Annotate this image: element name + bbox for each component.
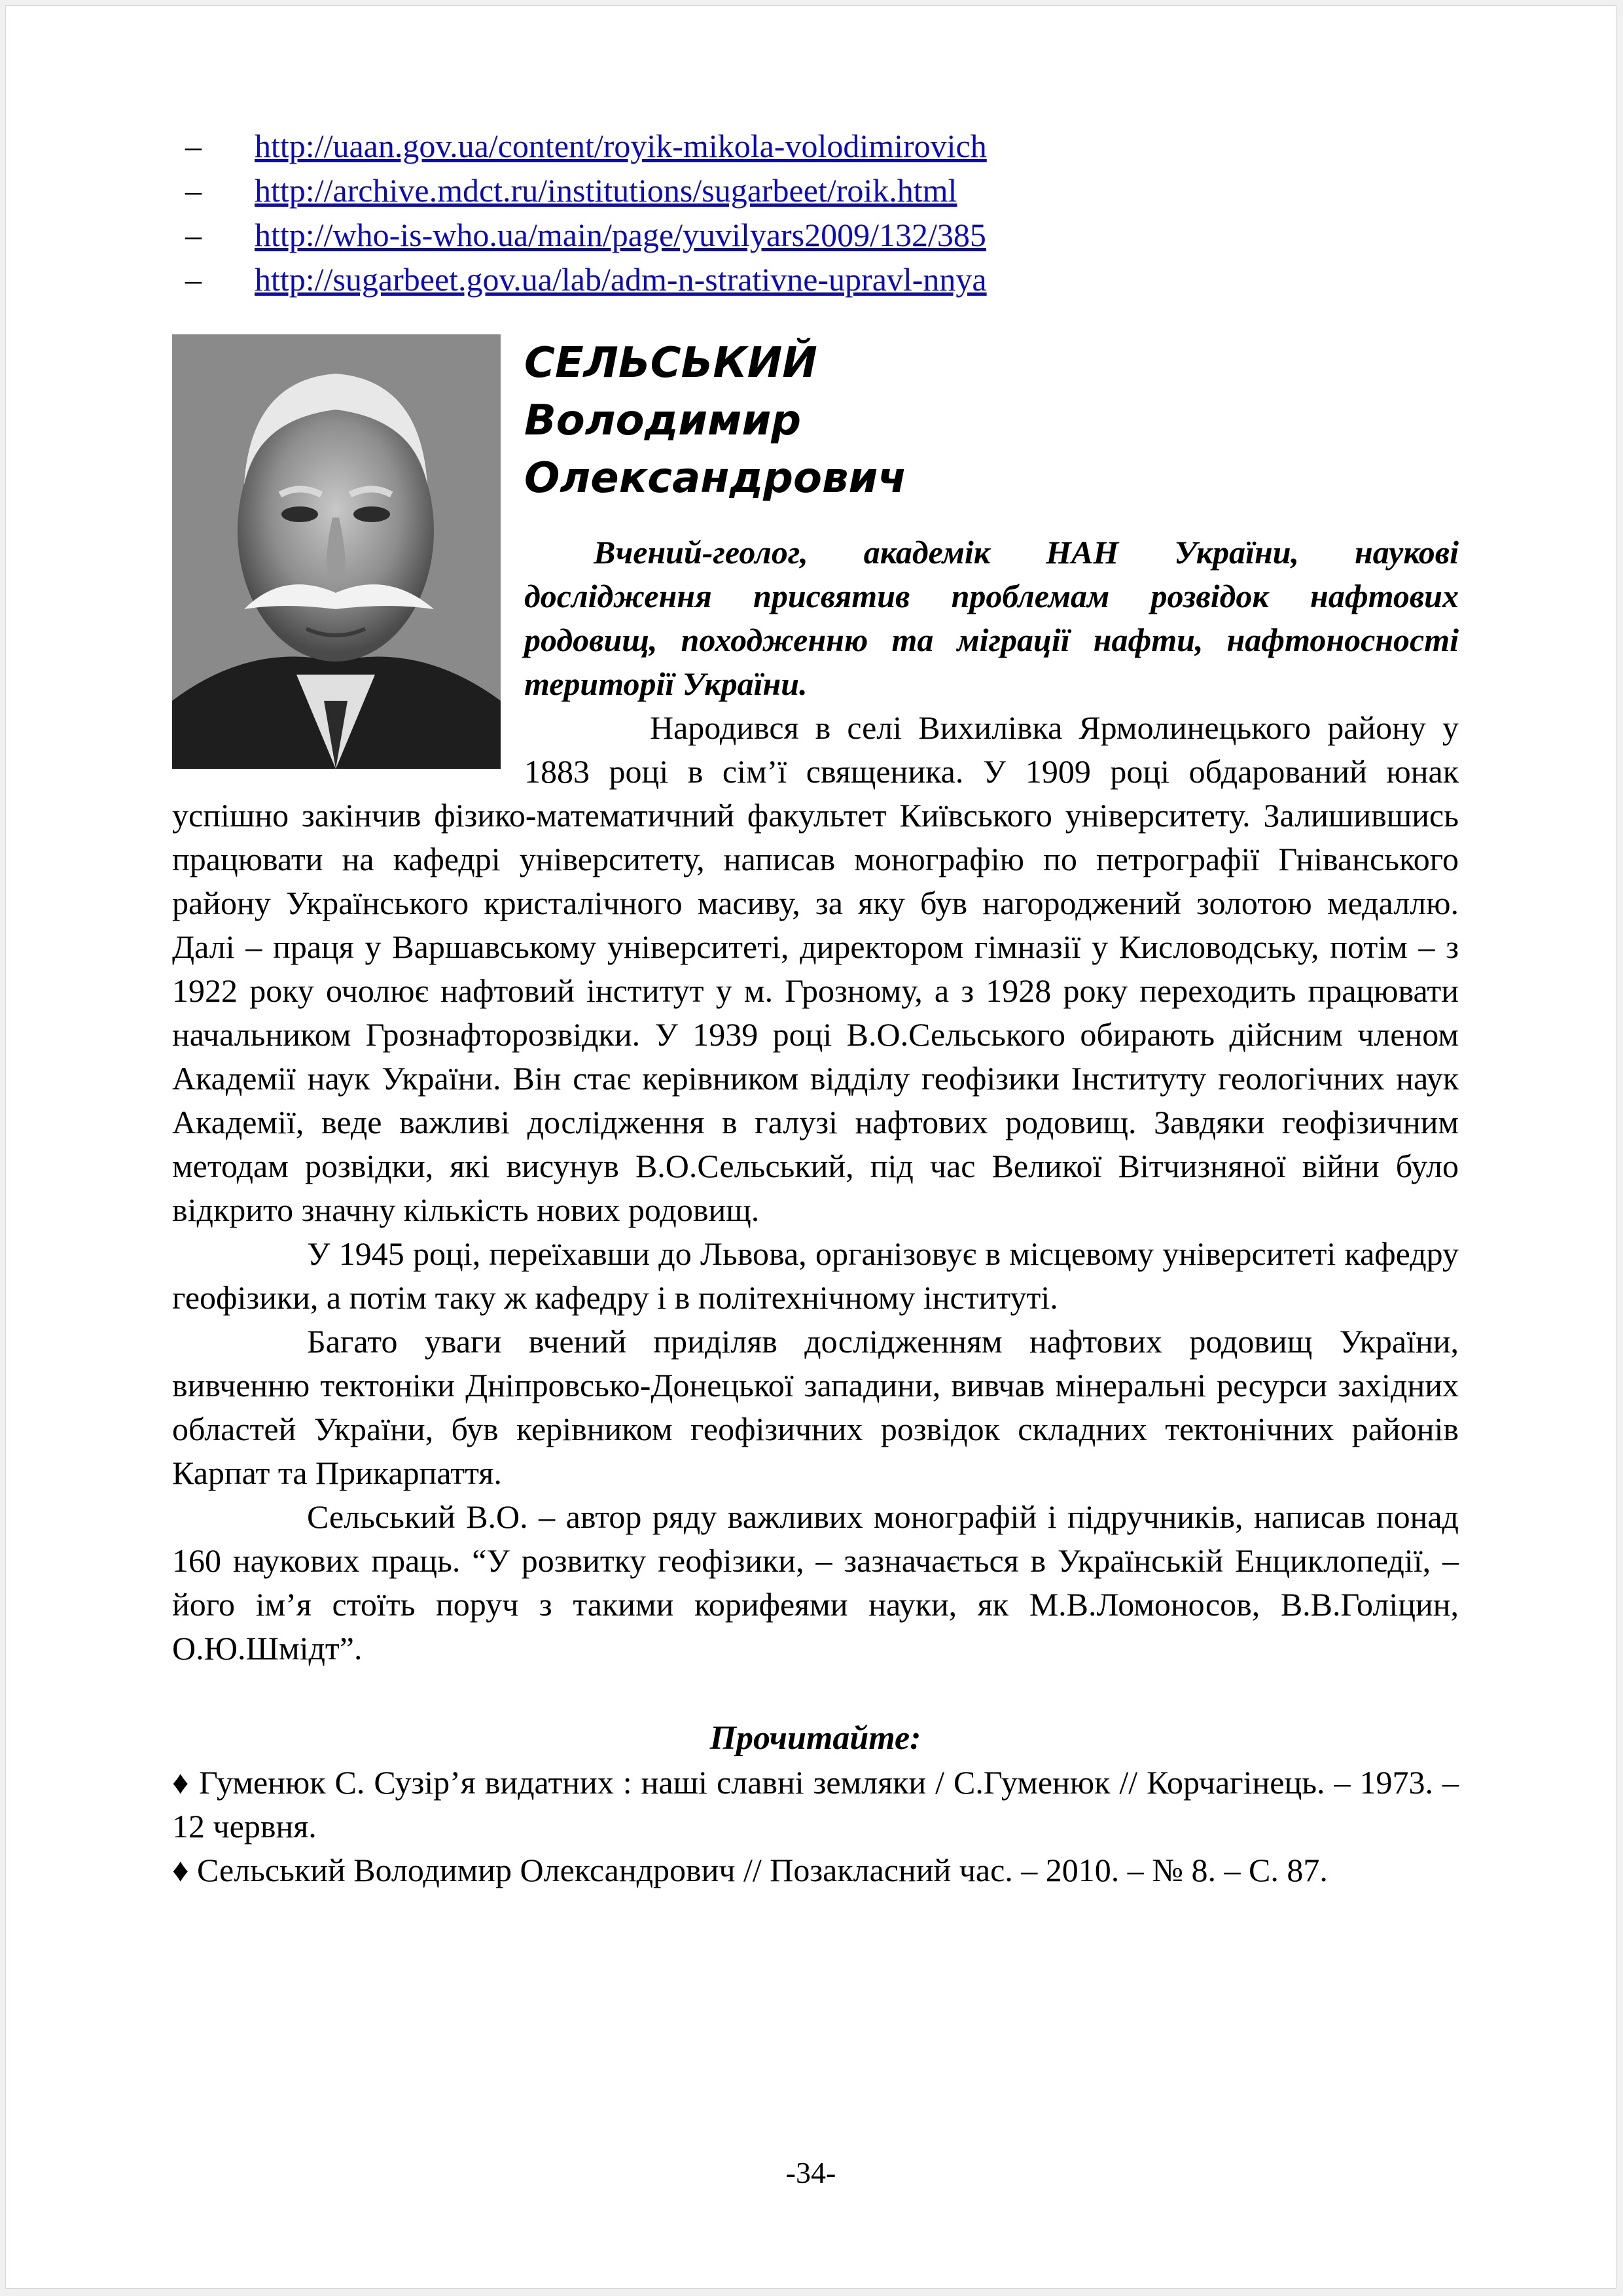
list-item (172, 213, 1459, 257)
document-page (5, 5, 1616, 2289)
link-sugarbeet[interactable]: http://sugarbeet.gov.ua/lab/adm-n-strativne-upravl-nnya (255, 261, 987, 298)
reference-item: ♦ Гуменюк С. Сузір’я видатних : наші славні земляки / С.Гуменюк // Корчагінець. – 1973. – 12 червня. (172, 1764, 1459, 1845)
list-item (172, 124, 1459, 168)
list-dash: – (185, 261, 202, 298)
list-dash: – (185, 128, 202, 164)
lead-summary: Вчений-геолог, академік НАН України, наукові дослідження присвятив проблемам розвідок нафтових родовищ, походженню та міграції нафти, нафтоносності території України. (524, 534, 1459, 702)
list-dash: – (185, 172, 202, 209)
name-first: Володимир (524, 397, 802, 445)
biography-section (172, 334, 1459, 1670)
link-uaan[interactable]: http://uaan.gov.ua/content/royik-mikola-volodimirovich (255, 128, 987, 164)
bio-paragraph: Багато уваги вчений приділяв дослідженням нафтових родовищ України, вивченню тектоніки Дніпровсько-Донецької западини, вивчав мінеральні ресурси західних областей України, був керівником геофізичних розвідок складних тектонічних районів Карпат та Прикарпаття. (172, 1323, 1459, 1491)
portrait-photo (172, 334, 501, 769)
bio-paragraph: Народився в селі Вихилівка Ярмолинецького району у 1883 році в сім’ї священика. У 1909 році обдарований юнак успішно закінчив фізико-математичний факультет Київського університету. Залишившись працювати на кафедрі університету, написав монографію по петрографії Гніванського району Українського кристалічного масиву, за яку був нагороджений золотою медаллю. Далі – праця у Варшавському університеті, директором гімназії у Кисловодську, потім – з 1922 року очолює нафтовий інститут у м. Грозному, а з 1928 року переходить працювати начальником Грознафторозвідки. У 1939 році В.О.Сельського обирають дійсним членом Академії наук України. Він стає керівником відділу геофізики Інституту геологічних наук Академії, веде важливі дослідження в галузі нафтових родовищ. Завдяки геофізичним методам розвідки, які висунув В.О.Сельський, під час Великої Вітчизняної війни було відкрито значну кількість нових родовищ. (172, 709, 1459, 1228)
portrait-illustration (172, 334, 501, 769)
link-archive-mdct[interactable]: http://archive.mdct.ru/institutions/sugarbeet/roik.html (255, 172, 957, 209)
page-content (172, 124, 1459, 1892)
list-item (172, 257, 1459, 302)
reference-item: ♦ Сельський Володимир Олександрович // Позакласний час. – 2010. – № 8. – С. 87. (172, 1852, 1328, 1888)
bio-paragraph: Сельський В.О. – автор ряду важливих монографій і підручників, написав понад 160 наукових праць. “У розвитку геофізики, – зазначається в Українській Енциклопедії, – його ім’я стоїть поруч з такими корифеями науки, як М.В.Ломоносов, В.В.Голіцин, О.Ю.Шмідт”. (172, 1498, 1459, 1667)
link-list (172, 124, 1459, 302)
page-number: -34- (785, 2156, 836, 2189)
name-patronymic: Олександрович (524, 454, 907, 503)
link-who-is-who[interactable]: http://who-is-who.ua/main/page/yuvilyars2009/132/385 (255, 217, 986, 253)
reading-heading: Прочитайте: (709, 1720, 921, 1757)
list-dash: – (185, 217, 202, 253)
name-surname: СЕЛЬСЬКИЙ (524, 339, 817, 387)
list-item (172, 168, 1459, 213)
bio-paragraph: У 1945 році, переїхавши до Львова, організовує в місцевому університеті кафедру геофізики, а потім таку ж кафедру і в політехнічному інституті. (172, 1235, 1459, 1316)
